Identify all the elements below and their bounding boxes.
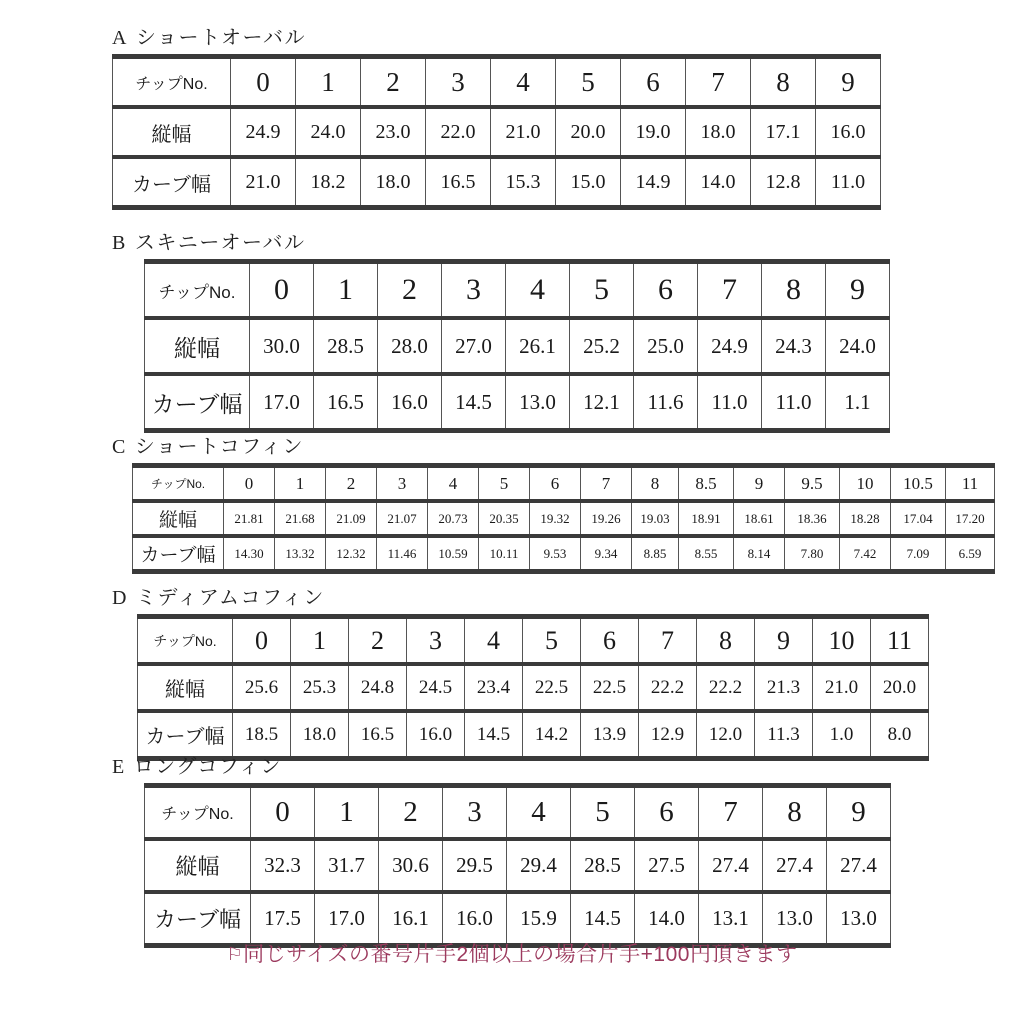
col-header: 3: [443, 786, 507, 840]
cell-curve: 9.53: [530, 536, 581, 572]
cell-curve: 16.5: [426, 157, 491, 208]
cell-length: 24.3: [762, 318, 826, 374]
col-header: 9: [734, 466, 785, 502]
table-row-header: [133, 466, 995, 502]
size-table-d: [137, 614, 929, 761]
col-header: 1: [315, 786, 379, 840]
cell-length: 27.4: [763, 839, 827, 892]
cell-length: 23.4: [465, 664, 523, 711]
cell-length: 22.5: [581, 664, 639, 711]
cell-curve: 14.2: [523, 711, 581, 759]
cell-length: 21.07: [377, 501, 428, 536]
cell-length: 31.7: [315, 839, 379, 892]
table-row-length: [133, 501, 995, 536]
cell-curve: 12.32: [326, 536, 377, 572]
table-row-curve: [113, 157, 881, 208]
col-header: 0: [231, 57, 296, 108]
cell-curve: 8.85: [632, 536, 679, 572]
row-label-chip-no: チップNo.: [113, 57, 231, 108]
cell-length: 24.8: [349, 664, 407, 711]
cell-length: 18.91: [679, 501, 734, 536]
cell-length: 29.5: [443, 839, 507, 892]
cell-length: 17.1: [751, 107, 816, 157]
cell-length: 30.6: [379, 839, 443, 892]
cell-length: 25.2: [570, 318, 634, 374]
col-header: 1: [314, 262, 378, 319]
table-row-length: [113, 107, 881, 157]
col-header: 3: [407, 617, 465, 665]
cell-length: 17.20: [946, 501, 995, 536]
row-label-chip-no: チップNo.: [145, 786, 251, 840]
col-header: 2: [326, 466, 377, 502]
col-header: 10: [813, 617, 871, 665]
cell-curve: 12.9: [639, 711, 697, 759]
cell-length: 28.5: [571, 839, 635, 892]
row-label-curve: カーブ幅: [138, 711, 233, 759]
cell-curve: 16.0: [407, 711, 465, 759]
cell-curve: 12.0: [697, 711, 755, 759]
cell-length: 19.32: [530, 501, 581, 536]
cell-curve: 9.34: [581, 536, 632, 572]
cell-length: 21.81: [224, 501, 275, 536]
cell-length: 18.36: [785, 501, 840, 536]
cell-length: 28.5: [314, 318, 378, 374]
cell-length: 20.35: [479, 501, 530, 536]
cell-length: 26.1: [506, 318, 570, 374]
cell-curve: 6.59: [946, 536, 995, 572]
col-header: 11: [871, 617, 929, 665]
col-header: 0: [233, 617, 291, 665]
cell-length: 24.5: [407, 664, 465, 711]
cell-curve: 8.0: [871, 711, 929, 759]
cell-curve: 13.9: [581, 711, 639, 759]
footer-note: [0, 938, 1024, 968]
table-row-curve: [145, 374, 890, 431]
cell-curve: 18.0: [291, 711, 349, 759]
section-e-title: [112, 757, 891, 777]
cell-length: 19.26: [581, 501, 632, 536]
col-header: 4: [491, 57, 556, 108]
cell-length: 25.0: [634, 318, 698, 374]
cell-length: 16.0: [816, 107, 881, 157]
cell-curve: 14.0: [686, 157, 751, 208]
table-row-header: [145, 786, 891, 840]
cell-curve: 12.8: [751, 157, 816, 208]
row-label-curve: カーブ幅: [145, 374, 250, 431]
cell-curve: 15.0: [556, 157, 621, 208]
cell-curve: 16.1: [379, 892, 443, 946]
table-row-curve: [133, 536, 995, 572]
row-label-chip-no: チップNo.: [133, 466, 224, 502]
cell-curve: 15.9: [507, 892, 571, 946]
row-label-curve: カーブ幅: [133, 536, 224, 572]
section-e: [112, 757, 891, 948]
cell-curve: 13.1: [699, 892, 763, 946]
section-c-name: ショートコフィン: [134, 436, 305, 458]
col-header: 1: [291, 617, 349, 665]
section-c-title: [112, 437, 995, 457]
row-label-chip-no: チップNo.: [138, 617, 233, 665]
cell-curve: 16.5: [349, 711, 407, 759]
cell-curve: 13.0: [763, 892, 827, 946]
col-header: 6: [581, 617, 639, 665]
section-b-title: [112, 233, 890, 253]
col-header: 0: [224, 466, 275, 502]
row-label-length: 縦幅: [145, 318, 250, 374]
cell-length: 28.0: [378, 318, 442, 374]
col-header: 4: [465, 617, 523, 665]
section-d: [112, 588, 929, 761]
cell-curve: 7.09: [891, 536, 946, 572]
size-table-e: [144, 783, 891, 948]
col-header: 4: [507, 786, 571, 840]
cell-curve: 16.5: [314, 374, 378, 431]
cell-length: 22.5: [523, 664, 581, 711]
cell-length: 21.09: [326, 501, 377, 536]
table-row-header: [138, 617, 929, 665]
cell-curve: 11.0: [816, 157, 881, 208]
section-b-name: スキニーオーバル: [134, 232, 306, 254]
cell-curve: 8.14: [734, 536, 785, 572]
cell-length: 21.0: [813, 664, 871, 711]
col-header: 5: [523, 617, 581, 665]
table-row-length: [145, 839, 891, 892]
col-header: 8: [763, 786, 827, 840]
section-a-letter: A: [112, 27, 130, 49]
cell-curve: 17.0: [315, 892, 379, 946]
cell-curve: 14.0: [635, 892, 699, 946]
cell-length: 27.4: [699, 839, 763, 892]
cell-length: 20.73: [428, 501, 479, 536]
cell-length: 29.4: [507, 839, 571, 892]
col-header: 8: [632, 466, 679, 502]
cell-length: 24.0: [826, 318, 890, 374]
size-table-b: [144, 259, 890, 433]
col-header: 8: [697, 617, 755, 665]
cell-curve: 11.0: [762, 374, 826, 431]
section-b-letter: B: [112, 232, 129, 254]
table-row-curve: [138, 711, 929, 759]
cell-curve: 14.9: [621, 157, 686, 208]
cell-curve: 21.0: [231, 157, 296, 208]
col-header: 0: [250, 262, 314, 319]
section-c-letter: C: [112, 436, 129, 458]
cell-curve: 14.30: [224, 536, 275, 572]
row-label-length: 縦幅: [113, 107, 231, 157]
col-header: 5: [479, 466, 530, 502]
cell-length: 22.2: [639, 664, 697, 711]
col-header: 6: [530, 466, 581, 502]
cell-curve: 11.0: [698, 374, 762, 431]
col-header: 5: [571, 786, 635, 840]
table-row-length: [138, 664, 929, 711]
col-header: 9: [755, 617, 813, 665]
col-header: 2: [349, 617, 407, 665]
row-label-curve: カーブ幅: [145, 892, 251, 946]
col-header: 8.5: [679, 466, 734, 502]
cell-curve: 11.6: [634, 374, 698, 431]
cell-length: 20.0: [871, 664, 929, 711]
size-table-c: [132, 463, 995, 574]
col-header: 3: [426, 57, 491, 108]
cell-curve: 11.3: [755, 711, 813, 759]
section-d-letter: D: [112, 587, 130, 609]
cell-length: 18.28: [840, 501, 891, 536]
section-a-name: ショートオーバル: [135, 27, 306, 49]
cell-length: 18.61: [734, 501, 785, 536]
table-row-header: [113, 57, 881, 108]
section-b: [112, 233, 890, 433]
section-d-name: ミディアムコフィン: [135, 587, 325, 609]
cell-curve: 18.0: [361, 157, 426, 208]
cell-length: 21.0: [491, 107, 556, 157]
cell-curve: 7.42: [840, 536, 891, 572]
col-header: 2: [378, 262, 442, 319]
row-label-length: 縦幅: [145, 839, 251, 892]
col-header: 4: [428, 466, 479, 502]
col-header: 0: [251, 786, 315, 840]
cell-length: 20.0: [556, 107, 621, 157]
cell-length: 24.0: [296, 107, 361, 157]
cell-curve: 16.0: [378, 374, 442, 431]
cell-length: 21.68: [275, 501, 326, 536]
col-header: 1: [275, 466, 326, 502]
row-label-length: 縦幅: [138, 664, 233, 711]
cell-curve: 12.1: [570, 374, 634, 431]
cell-curve: 10.11: [479, 536, 530, 572]
col-header: 4: [506, 262, 570, 319]
col-header: 8: [751, 57, 816, 108]
col-header: 6: [635, 786, 699, 840]
cell-curve: 10.59: [428, 536, 479, 572]
col-header: 5: [570, 262, 634, 319]
cell-curve: 16.0: [443, 892, 507, 946]
col-header: 9: [826, 262, 890, 319]
cell-length: 24.9: [231, 107, 296, 157]
cell-curve: 14.5: [442, 374, 506, 431]
cell-curve: 7.80: [785, 536, 840, 572]
col-header: 3: [377, 466, 428, 502]
col-header: 11: [946, 466, 995, 502]
cell-length: 22.2: [697, 664, 755, 711]
col-header: 6: [634, 262, 698, 319]
cell-length: 19.0: [621, 107, 686, 157]
cell-length: 24.9: [698, 318, 762, 374]
cell-length: 27.0: [442, 318, 506, 374]
section-d-title: [112, 588, 929, 608]
col-header: 7: [581, 466, 632, 502]
col-header: 7: [686, 57, 751, 108]
row-label-length: 縦幅: [133, 501, 224, 536]
cell-length: 27.5: [635, 839, 699, 892]
cell-curve: 18.5: [233, 711, 291, 759]
cell-curve: 13.32: [275, 536, 326, 572]
size-table-a: [112, 54, 881, 210]
col-header: 9.5: [785, 466, 840, 502]
col-header: 1: [296, 57, 361, 108]
cell-length: 25.6: [233, 664, 291, 711]
cell-length: 18.0: [686, 107, 751, 157]
cell-curve: 15.3: [491, 157, 556, 208]
cell-curve: 18.2: [296, 157, 361, 208]
cell-length: 25.3: [291, 664, 349, 711]
col-header: 7: [699, 786, 763, 840]
cell-length: 17.04: [891, 501, 946, 536]
cell-curve: 17.0: [250, 374, 314, 431]
cell-curve: 17.5: [251, 892, 315, 946]
row-label-curve: カーブ幅: [113, 157, 231, 208]
table-row-length: [145, 318, 890, 374]
section-e-letter: E: [112, 756, 128, 778]
cell-length: 27.4: [827, 839, 891, 892]
col-header: 9: [816, 57, 881, 108]
col-header: 2: [361, 57, 426, 108]
col-header: 6: [621, 57, 686, 108]
footer-note-text: 同じサイズの番号片手2個以上の場合片手+100円頂きます: [243, 943, 798, 966]
row-label-chip-no: チップNo.: [145, 262, 250, 319]
col-header: 10: [840, 466, 891, 502]
section-c: [112, 437, 995, 574]
cell-curve: 14.5: [465, 711, 523, 759]
cell-curve: 1.0: [813, 711, 871, 759]
cell-curve: 13.0: [506, 374, 570, 431]
cell-curve: 1.1: [826, 374, 890, 431]
col-header: 7: [698, 262, 762, 319]
col-header: 5: [556, 57, 621, 108]
cell-length: 30.0: [250, 318, 314, 374]
col-header: 10.5: [891, 466, 946, 502]
cell-curve: 14.5: [571, 892, 635, 946]
section-a-title: [112, 28, 881, 48]
cell-length: 23.0: [361, 107, 426, 157]
col-header: 3: [442, 262, 506, 319]
section-a: [112, 28, 881, 210]
flag-icon: ⚐: [226, 944, 244, 964]
table-row-header: [145, 262, 890, 319]
col-header: 7: [639, 617, 697, 665]
col-header: 8: [762, 262, 826, 319]
cell-curve: 11.46: [377, 536, 428, 572]
cell-length: 32.3: [251, 839, 315, 892]
cell-curve: 8.55: [679, 536, 734, 572]
cell-length: 22.0: [426, 107, 491, 157]
col-header: 2: [379, 786, 443, 840]
cell-length: 19.03: [632, 501, 679, 536]
col-header: 9: [827, 786, 891, 840]
cell-curve: 13.0: [827, 892, 891, 946]
cell-length: 21.3: [755, 664, 813, 711]
section-e-name: ロングコフィン: [133, 756, 282, 778]
